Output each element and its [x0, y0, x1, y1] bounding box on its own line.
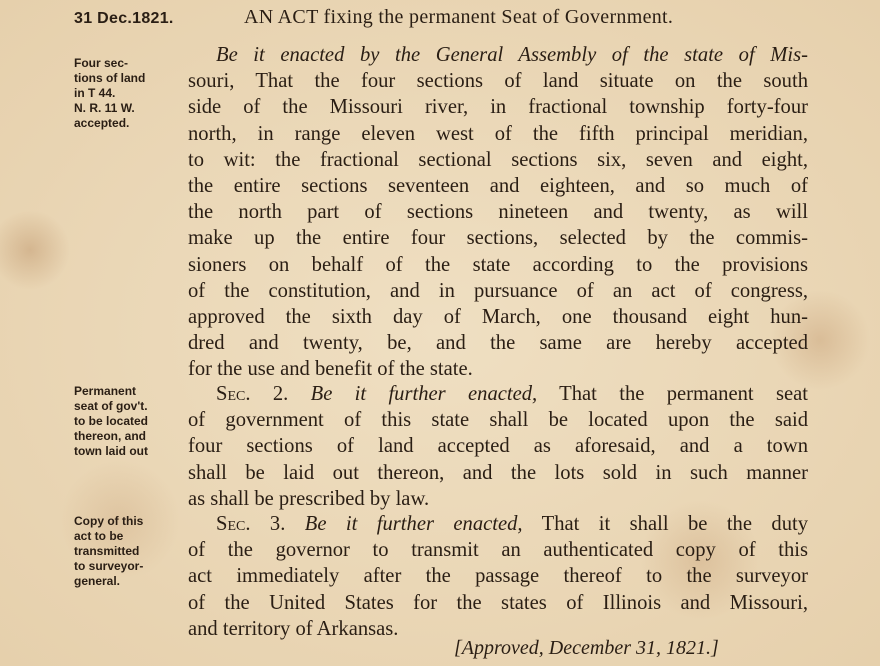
text-line: the entire sections seventeen and eighteen, and so much of	[188, 175, 808, 198]
act-title: AN ACT fixing the permanent Seat of Government.	[244, 6, 674, 28]
section-2-first-line	[188, 381, 808, 407]
margin-note-line: act to be	[74, 529, 124, 543]
margin-note-line: to be located	[74, 414, 149, 428]
text-fragment: That the permanent seat	[559, 383, 808, 405]
margin-note-section-3	[74, 514, 186, 589]
enacting-phrase: Be it further enacted,	[304, 513, 523, 535]
text-line: north, in range eleven west of the fifth principal meridian,	[188, 122, 808, 145]
approval-note: [Approved, December 31, 1821.]	[454, 637, 719, 659]
margin-note-line: general.	[74, 574, 121, 588]
enacting-clause: Be it enacted by the General Assembly of the state of Mis-	[216, 44, 808, 66]
section-3-text	[188, 511, 808, 642]
text-line: souri, That the four sections of land situate on the south	[188, 70, 808, 93]
text-line: approved the sixth day of March, one thousand eight hun-	[188, 306, 808, 329]
text-line: sioners on behalf of the state according to the provisions	[188, 253, 808, 276]
margin-note-section-1	[74, 56, 186, 131]
margin-note-line: to surveyor-	[74, 559, 144, 573]
section-3-first-line	[188, 511, 808, 537]
text-line: to wit: the fractional sectional sections six, seven and eight,	[188, 148, 808, 171]
margin-note-line: Copy of this	[74, 514, 144, 528]
section-2-text	[188, 381, 808, 512]
margin-note-line: in T 44.	[74, 86, 116, 100]
margin-note-section-2	[74, 384, 186, 459]
text-line: as shall be prescribed by law.	[188, 487, 430, 510]
text-line: of the governor to transmit an authenticated copy of this	[188, 539, 808, 562]
text-line: the north part of sections nineteen and twenty, as will	[188, 201, 808, 224]
section-label: Sec. 3.	[216, 513, 286, 535]
enacting-phrase: Be it further enacted,	[310, 383, 538, 405]
text-line: of the constitution, and in pursuance of an act of congress,	[188, 279, 808, 302]
page-date: 31 Dec.1821.	[74, 10, 174, 27]
section-1-text	[188, 42, 808, 383]
text-line: for the use and benefit of the state.	[188, 358, 473, 381]
margin-note-line: tions of land	[74, 71, 146, 85]
text-line: shall be laid out thereon, and the lots sold in such manner	[188, 461, 808, 484]
margin-note-line: thereon, and	[74, 429, 147, 443]
text-line: side of the Missouri river, in fractional township forty-four	[188, 96, 808, 119]
text-fragment: That it shall be the duty	[541, 513, 809, 535]
margin-note-line: N. R. 11 W.	[74, 101, 135, 115]
margin-note-line: Permanent	[74, 384, 137, 398]
margin-note-line: seat of gov't.	[74, 399, 148, 413]
text-line: of government of this state shall be located upon the said	[188, 409, 808, 432]
margin-note-line: town laid out	[74, 444, 148, 458]
text-line: act immediately after the passage thereof to the surveyor	[188, 565, 808, 588]
margin-note-line: transmitted	[74, 544, 140, 558]
text-line: make up the entire four sections, selected by the commis-	[188, 227, 808, 250]
margin-note-line: Four sec-	[74, 56, 129, 70]
text-line: four sections of land accepted as aforesaid, and a town	[188, 435, 808, 458]
text-line: of the United States for the states of Illinois and Missouri,	[188, 591, 808, 614]
section-label: Sec. 2.	[216, 383, 289, 405]
text-line: and territory of Arkansas.	[188, 617, 399, 640]
text-line: dred and twenty, be, and the same are hereby accepted	[188, 332, 808, 355]
margin-note-line: accepted.	[74, 116, 130, 130]
